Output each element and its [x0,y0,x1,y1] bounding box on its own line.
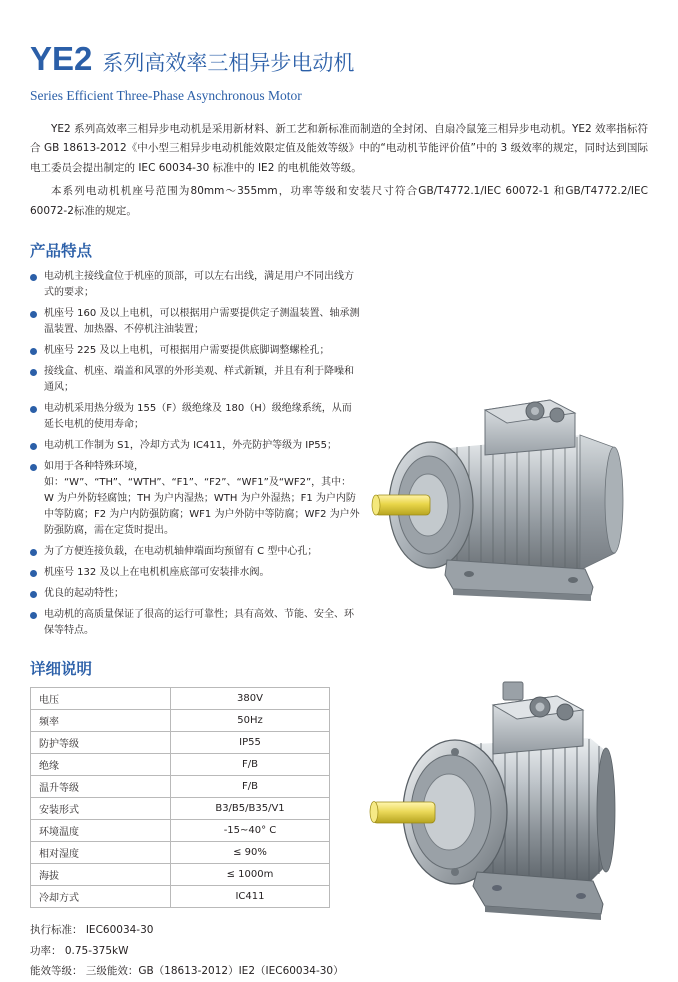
feature-text: 如用于各种特殊环境，如：“W”、“TH”、“WTH”、“F1”、“F2”、“WF1”及“WF2”，其中：W 为户外防轻腐蚀；TH 为户内湿热；WTH 为户外湿热；F1 为户内防中等防腐；F2 为户内防强防腐；WF1 为户外防中等防腐；WF2 为户外防强防腐，需在定货时提出。 [44,461,360,537]
footnote-standard: 执行标准： IEC60034-30 [30,924,154,937]
table-row [31,732,330,754]
features-list [30,269,360,639]
spec-value: B3/B5/B35/V1 [171,798,330,820]
motor-shaft [372,495,430,515]
bullet-icon [30,406,37,413]
list-item [30,459,360,539]
spec-value: -15~40° C [171,820,330,842]
intro-paragraph-2: 本系列电动机机座号范围为80mm～355mm，功率等级和安装尺寸符合GB/T4772.1/IEC 60072-1 和GB/T4772.2/IEC 60072-2标准的规定。 [30,185,648,217]
spec-key: 安装形式 [31,798,171,820]
list-item [30,544,360,560]
table-row [31,886,330,908]
bullet-icon [30,464,37,471]
footnote-power: 功率： 0.75-375kW [30,944,129,957]
spec-key: 频率 [31,710,171,732]
feature-text: 机座号 160 及以上电机，可以根据用户需要提供定子测温装置、轴承测温装置、加热器、不停机注油装置； [44,308,360,336]
product-series-name: YE2 [30,40,93,77]
spec-value: IP55 [171,732,330,754]
list-item [30,586,360,602]
spec-key: 相对湿度 [31,842,171,864]
list-item [30,364,360,396]
table-row [31,798,330,820]
bullet-icon [30,612,37,619]
bullet-icon [30,443,37,450]
spec-key: 绝缘 [31,754,171,776]
feature-text: 电动机采用热分级为 155（F）级绝缘及 180（H）级绝缘系统，从而延长电机的使用寿命； [44,403,352,431]
intro-block [30,120,648,221]
feature-text: 机座号 132 及以上在电机机座底部可安装排水阀。 [44,567,270,579]
table-row [31,754,330,776]
product-title-english: Series Efficient Three-Phase Asynchronous Motor [30,88,302,103]
bullet-icon [30,549,37,556]
spec-value: ≤ 1000m [171,864,330,886]
spec-value: F/B [171,776,330,798]
page-header [30,0,648,104]
spec-key: 冷却方式 [31,886,171,908]
spec-key: 防护等级 [31,732,171,754]
terminal-box [493,682,583,754]
list-item [30,269,360,301]
page-title [30,40,648,78]
feature-text: 为了方便连接负载，在电动机轴伸端面均预留有 C 型中心孔； [44,546,318,558]
list-item [30,438,360,454]
spec-key: 温升等级 [31,776,171,798]
feature-text: 电动机的高质量保证了很高的运行可靠性；具有高效、节能、安全、环保等特点。 [44,609,354,637]
feature-text: 电动机工作制为 S1，冷却方式为 IC411，外壳防护等级为 IP55； [44,440,337,452]
motor-photo-bottom [335,660,645,935]
spec-key: 环境温度 [31,820,171,842]
bullet-icon [30,311,37,318]
feature-text: 接线盒、机座、端盖和风罩的外形美观、样式新颖，并且有利于降噪和通风； [44,366,354,394]
bullet-icon [30,274,37,281]
list-item [30,306,360,338]
table-row [31,864,330,886]
table-row [31,776,330,798]
bullet-icon [30,570,37,577]
specification-table [30,687,330,908]
feature-text: 优良的起动特性； [44,588,124,600]
list-item [30,343,360,359]
feature-text: 机座号 225 及以上电机，可根据用户需要提供底脚调整螺栓孔； [44,345,330,357]
table-row [31,688,330,710]
product-title-chinese: 系列高效率三相异步电动机 [102,51,355,75]
spec-key: 电压 [31,688,171,710]
table-row [31,820,330,842]
list-item [30,401,360,433]
spec-value: F/B [171,754,330,776]
table-row [31,842,330,864]
bullet-icon [30,369,37,376]
list-item [30,607,360,639]
spec-value: IC411 [171,886,330,908]
spec-key: 海拔 [31,864,171,886]
list-item [30,565,360,581]
details-heading: 详细说明 [30,660,93,679]
spec-value: ≤ 90% [171,842,330,864]
motor-shaft [370,802,435,824]
motor-photo-top [335,355,645,620]
intro-paragraph-1: YE2 系列高效率三相异步电动机是采用新材料、新工艺和新标准而制造的全封闭、自扇冷鼠笼三相异步电动机。YE2 效率指标符合 GB 18613-2012《中小型三相异步电动机能效限定值及能效等级》中的“电动机节能评价值”中的 3 级效率的规定，同时达到国际电工委员会提出制定的 IEC 60034-30 标准中的 IE2 的电机能效等级。 [30,123,648,174]
terminal-box [485,400,575,455]
table-row [31,710,330,732]
spec-value: 50Hz [171,710,330,732]
bullet-icon [30,591,37,598]
spec-value: 380V [171,688,330,710]
footnote-efficiency: 能效等级： 三级能效：GB（18613-2012）IE2（IEC60034-30） [30,965,344,978]
bullet-icon [30,348,37,355]
feature-text: 电动机主接线盒位于机座的顶部，可以左右出线，满足用户不同出线方式的要求； [44,271,354,299]
features-heading: 产品特点 [30,242,93,261]
